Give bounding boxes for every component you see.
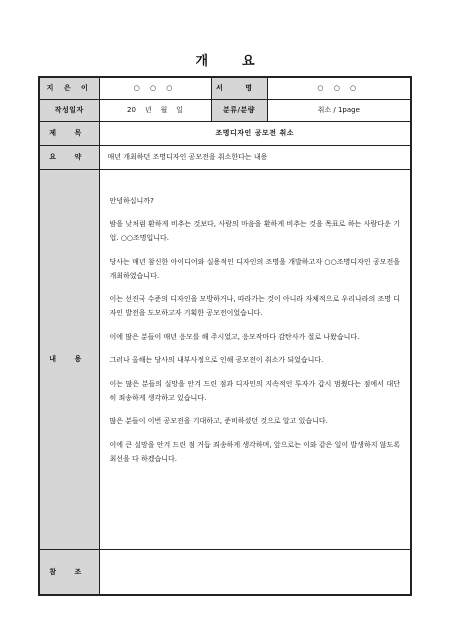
content-paragraph: 이에 많은 분들이 매년 응모를 해 주시었고, 응모작마다 감탄사가 절로 나왔습니다. [109,332,360,341]
page-title-char-2: 요 [242,54,255,69]
content-paragraph: 안녕하십니까? [109,196,154,205]
summary-value: 매년 개최하던 조명디자인 공모전을 취소한다는 내용 [99,145,411,169]
date-row [39,99,411,121]
content-label: 내 용 [39,169,99,549]
author-label: 지 은 이 [39,77,99,99]
content-paragraph: 그러나 올해는 당사의 내부사정으로 인해 공모전이 취소가 되었습니다. [109,356,324,364]
page-title [0,50,450,69]
date-label: 작성일자 [39,99,99,121]
summary-row [39,145,411,169]
content-paragraph: 밤을 낮처럼 환하게 비추는 것보다, 사람의 마음을 환하게 비추는 것을 목표로 하는 사람다운 기업. ○○조명입니다. [109,220,400,242]
author-value: ○ ○ ○ [99,77,211,99]
category-value: 취소 / 1page [267,99,411,121]
date-value: 20 년 월 일 [99,99,211,121]
overview-form [38,76,412,596]
position-label: 서 명 [211,77,267,99]
subject-row [39,121,411,145]
summary-label: 요 약 [39,145,99,169]
reference-label: 참 조 [39,549,99,595]
reference-row [39,549,411,595]
position-value: ○ ○ ○ [267,77,411,99]
page-title-char-1: 개 [195,54,208,69]
subject-label: 제 목 [39,121,99,145]
content-paragraph: 당사는 매년 참신한 아이디어와 실용적인 디자인의 조명을 개발하고자 ○○조명디자인 공모전을 개최하였습니다. [109,257,400,280]
reference-value [99,549,411,595]
author-row [39,77,411,99]
content-paragraph: 이는 선진국 수준의 디자인을 모방하거나, 따라가는 것이 아니라 자체적으로 우리나라의 조명 디자인 발전을 도모하고자 기획한 공모전이었습니다. [109,295,400,317]
content-body [99,169,411,549]
subject-value: 조명디자인 공모전 취소 [99,121,411,145]
content-paragraph: 많은 분들이 이번 공모전을 기대하고, 준비하셨던 것으로 알고 있습니다. [109,417,328,425]
content-paragraph: 이는 많은 분들의 실망을 안겨 드린 점과 디자인의 지속적인 투자가 갑시 멈췄다는 점에서 대단히 죄송하게 생각하고 있습니다. [109,379,400,402]
content-row [39,169,411,549]
category-label: 분류/분량 [211,99,267,121]
content-paragraph: 이에 큰 실망을 안겨 드린 점 거듭 죄송하게 생각하며, 앞으로는 이와 같은 일이 발생하지 않도록 최선을 다 하겠습니다. [109,440,400,463]
